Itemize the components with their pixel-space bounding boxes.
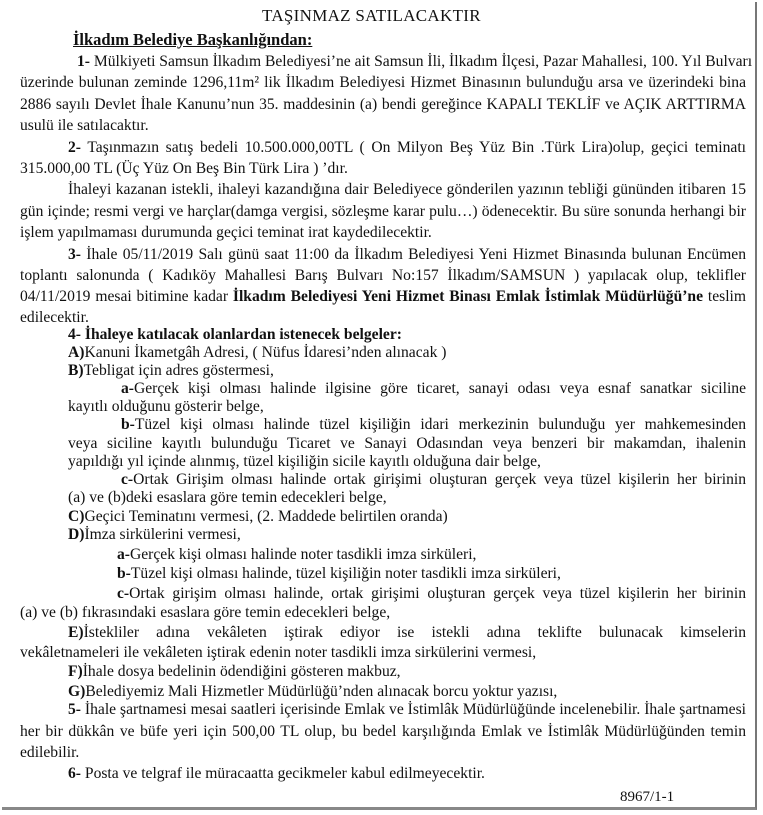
document-title: TAŞINMAZ SATILACAKTIR [262,6,481,25]
p4-item-b-c-line-2: (a) ve (b)deki esaslara göre temin edecekleri belge, [68,489,387,506]
p4-item-a: A)Kanuni İkametgâh Adresi, ( Nüfus İdaresi’nden alınacak ) [68,344,447,361]
p2-line-5: işlem yapılmaması durumunda geçici teminat irat kaydedilecektir. [20,224,432,241]
p1-line-1: 1- Mülkiyeti Samsun İlkadım Belediyesi’ne ait Samsun İli, İlkadım İlçesi, Pazar Mahallesi, 100. Yıl Bulvarı [77,53,753,70]
document-reference-number: 8967/1-1 [620,789,675,805]
p4-item-b-a-line-1: a-Gerçek kişi olması halinde ilgisine göre ticaret, sanayi odası veya esnaf sanatkar siciline [121,380,746,397]
p1-line-2: üzerinde bulunan zeminde 1296,11m² lik İlkadım Belediyesi Hizmet Binasının bulunduğu arsa ve üzerindeki bina [20,74,746,91]
p2-line-4: gün içinde; resmi vergi ve harçlar(damga vergisi, sözleşme karar pulu…) ödenecektir. Bu süre sonunda herhangi bir [20,203,746,220]
p4-item-d-c-line-1: c-Ortak girişim olması halinde, ortak girişimi oluşturan gerçek veya tüzel kişilerin her birinin [117,585,746,602]
p2-line-2: 315.000,00 TL (Üç Yüz On Beş Bin Türk Lira ) ’dır. [20,160,348,177]
p5-line-1: 5- İhale şartnamesi mesai saatleri içerisinde Emlak ve İstimlâk Müdürlüğünde incelenebilir. İhale şartnamesi [68,701,746,718]
p3-line-2: toplantı salonunda ( Kadıköy Mahallesi Barış Bulvarı No:157 İlkadım/SAMSUN ) yapılacak olup, teklifler [20,267,746,284]
p4-item-d-a: a-Gerçek kişi olması halinde noter tasdikli imza sirküleri, [117,546,477,563]
p5-line-2: her bir dükkân ve büfe yeri için 500,00 TL olup, bu bedel karşılığında Emlak ve İstimlâk Müdürlüğünden temin [20,723,746,740]
issuer-heading: İlkadım Belediye Başkanlığından: [73,30,313,49]
p4-item-d-c-line-2: (a) ve (b) fıkrasındaki esaslara göre temin edecekleri belge, [20,604,391,621]
p4-heading: 4- İhaleye katılacak olanlardan istenecek belgeler: [68,326,402,343]
p4-item-e-line-2: vekâletnameleri ile vekâleten iştirak edenin noter tasdikli imza sirkülerini vermesi, [20,644,537,661]
p4-item-d: D)İmza sirkülerini vermesi, [68,526,241,543]
p4-item-d-b: b-Tüzel kişi olması halinde, tüzel kişiliğin noter tasdikli imza sirküleri, [117,565,561,582]
p3-line-4: edilecektir. [20,309,89,326]
p1-line-3: 2886 sayılı Devlet İhale Kanunu’nun 35. maddesinin (a) bendi gereğince KAPALI TEKLİF ve AÇIK ARTTIRMA [20,96,746,113]
p4-item-b-a-line-2: kayıtlı olduğunu gösterir belge, [68,398,264,415]
p6-line-1: 6- Posta ve telgraf ile müracaatta gecikmeler kabul edilmeyecektir. [68,765,485,782]
p2-line-1: 2- Taşınmazın satış bedeli 10.500.000,00TL ( On Milyon Beş Yüz Bin .Türk Lira)olup, geçici teminatı [68,139,746,156]
p3-line-3: 04/11/2019 mesai bitimine kadar İlkadım Belediyesi Yeni Hizmet Binası Emlak İstimlak Müdürlüğü’ne teslim [20,288,747,305]
p4-item-b-b-line-1: b-Tüzel kişi olması halinde tüzel kişiliğin idari merkezinin bulunduğu yer mahkemesinden [121,416,746,433]
p4-item-e-line-1: E)İstekliler adına vekâleten iştirak ediyor ise istekli adına teklifte bulunacak kimselerin [68,624,746,641]
p4-item-b: B)Tebligat için adres göstermesi, [68,362,274,379]
p4-item-f: F)İhale dosya bedelinin ödendiğini gösteren makbuz, [68,663,401,680]
p3-line-1: 3- İhale 05/11/2019 Salı günü saat 11:00 da İlkadım Belediyesi Yeni Hizmet Binasında bulunan Encümen [68,246,746,263]
p4-item-b-b-line-2: veya siciline kayıtlı bulunduğu Ticaret ve Sanayi Odasından veya benzeri bir makamdan, ihalenin [68,435,746,452]
p5-line-3: edilebilir. [20,744,80,761]
p4-item-b-c-line-1: c-Ortak Girişim olması halinde ortak girişimi oluşturan gerçek veya tüzel kişilerin her birinin [121,471,746,488]
p1-line-4: usulü ile satılacaktır. [20,117,149,134]
p4-item-c: C)Geçici Teminatını vermesi, (2. Maddede belirtilen oranda) [68,508,448,525]
p4-item-g: G)Belediyemiz Mali Hizmetler Müdürlüğü’nden alınacak borcu yoktur yazısı, [68,683,558,700]
p2-line-3: İhaleyi kazanan istekli, ihaleyi kazandığına dair Belediyece gönderilen yazının tebliği gününden itibaren 15 [68,181,746,198]
p4-item-b-b-line-3: yapıldığı yıl içinde alınmış, tüzel kişiliğin sicile kayıtlı olduğuna dair belge, [68,453,541,470]
